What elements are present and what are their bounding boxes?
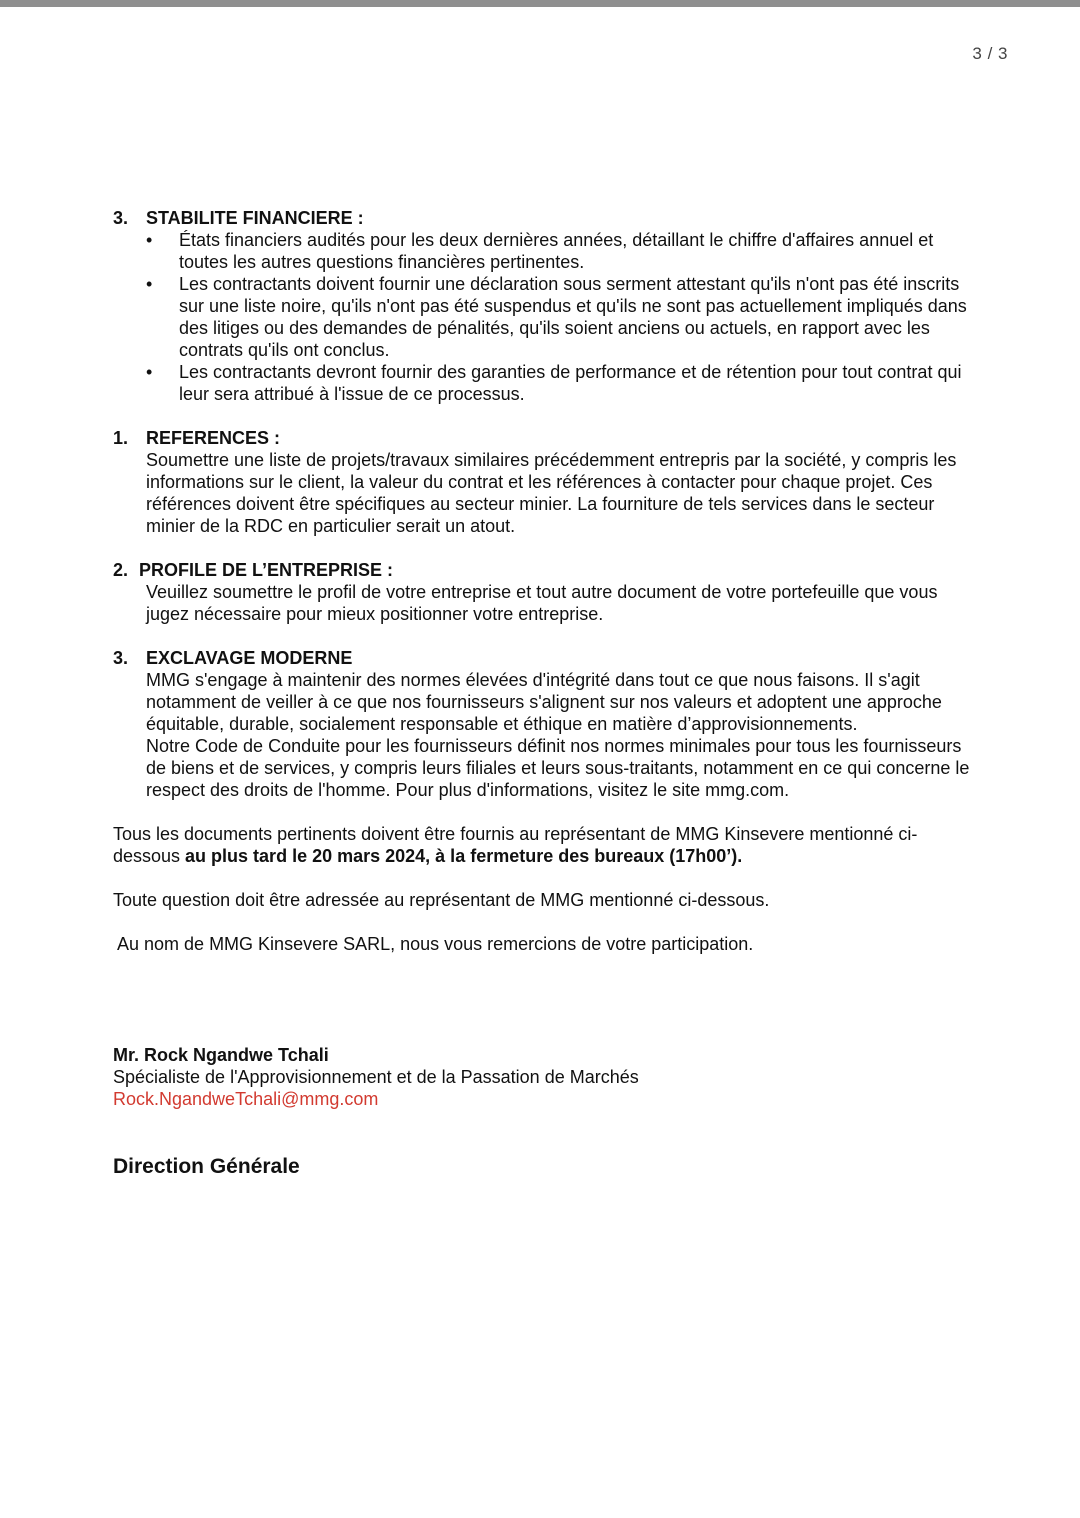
section-heading	[113, 427, 973, 449]
deadline-bold-text: au plus tard le 20 mars 2024, à la fermeture des bureaux (17h00’).	[185, 846, 743, 866]
page-indicator: 3 / 3	[972, 44, 1008, 63]
section-references	[113, 427, 973, 537]
section-number: 3.	[113, 648, 129, 668]
section-title: PROFILE DE L’ENTREPRISE :	[139, 560, 394, 580]
section-number: 1.	[113, 428, 129, 448]
direction-generale: Direction Générale	[113, 1155, 300, 1178]
section-title: REFERENCES :	[146, 428, 281, 448]
document-body	[113, 207, 973, 955]
section-body: Veuillez soumettre le profil de votre entreprise et tout autre document de votre portefeuille que vous jugez nécessaire pour mieux positionner votre entreprise.	[146, 582, 938, 624]
section-esclavage-moderne	[113, 647, 973, 801]
top-scroll-bar	[0, 0, 1080, 7]
section-heading	[113, 559, 973, 581]
section-heading	[113, 647, 973, 669]
deadline-text: Tous les documents pertinents doivent être fournis au représentant de MMG Kinsevere mentionné ci-dessous	[113, 824, 918, 866]
list-item	[113, 273, 973, 361]
list-item-text: États financiers audités pour les deux dernières années, détaillant le chiffre d'affaires annuel et toutes les autres questions financières pertinentes.	[179, 230, 934, 272]
section-body: MMG s'engage à maintenir des normes élevées d'intégrité dans tout ce que nous faisons. Il s'agit notamment de veiller à ce que nos fournisseurs s'alignent sur nos valeurs et adoptent une approche équitable, durable, socialement responsable et éthique en matière d’approvisionnements.	[146, 670, 942, 734]
bullet-icon: •	[146, 362, 153, 382]
signature-block	[113, 1044, 639, 1110]
list-item	[113, 229, 973, 273]
section-body: Notre Code de Conduite pour les fournisseurs définit nos normes minimales pour tous les fournisseurs de biens et de services, y compris leurs filiales et leurs sous-traitants, notamment en ce qui concerne le respect des droits de l'homme. Pour plus d'informations, visitez le site mmg.com.	[146, 736, 970, 800]
section-title: STABILITE FINANCIERE :	[146, 208, 364, 228]
signatory-role: Spécialiste de l'Approvisionnement et de la Passation de Marchés	[113, 1067, 639, 1087]
section-profile	[113, 559, 973, 625]
list-item-text: Les contractants devront fournir des garanties de performance et de rétention pour tout contrat qui leur sera attribué à l'issue de ce processus.	[179, 362, 962, 404]
signatory-name: Mr. Rock Ngandwe Tchali	[113, 1045, 329, 1065]
bullet-icon: •	[146, 274, 153, 294]
list-item	[113, 361, 973, 405]
bullet-list	[113, 229, 973, 405]
list-item-text: Les contractants doivent fournir une déclaration sous serment attestant qu'ils n'ont pas été inscrits sur une liste noire, qu'ils n'ont pas été suspendus et qu'ils ne sont pas actuellement impliqués dans des litiges ou des demandes de pénalités, qu'ils soient anciens ou actuels, en rapport avec les contrats qu'ils ont conclus.	[179, 274, 967, 360]
deadline-paragraph	[113, 823, 973, 867]
section-number: 3.	[113, 208, 129, 228]
question-paragraph: Toute question doit être adressée au représentant de MMG mentionné ci-dessous.	[113, 890, 770, 910]
bullet-icon: •	[146, 230, 153, 250]
thanks-paragraph: Au nom de MMG Kinsevere SARL, nous vous remercions de votre participation.	[113, 934, 754, 954]
section-heading	[113, 207, 973, 229]
section-title: EXCLAVAGE MODERNE	[146, 648, 353, 668]
section-number: 2.	[113, 560, 129, 580]
section-stabilite-financiere	[113, 207, 973, 405]
section-body: Soumettre une liste de projets/travaux similaires précédemment entrepris par la société, y compris les informations sur le client, la valeur du contrat et les références à contacter pour chaque projet. Ces références doivent être spécifiques au secteur minier. La fourniture de tels services dans le secteur minier de la RDC en particulier serait un atout.	[146, 450, 957, 536]
signatory-email-link[interactable]: Rock.NgandweTchali@mmg.com	[113, 1089, 379, 1109]
